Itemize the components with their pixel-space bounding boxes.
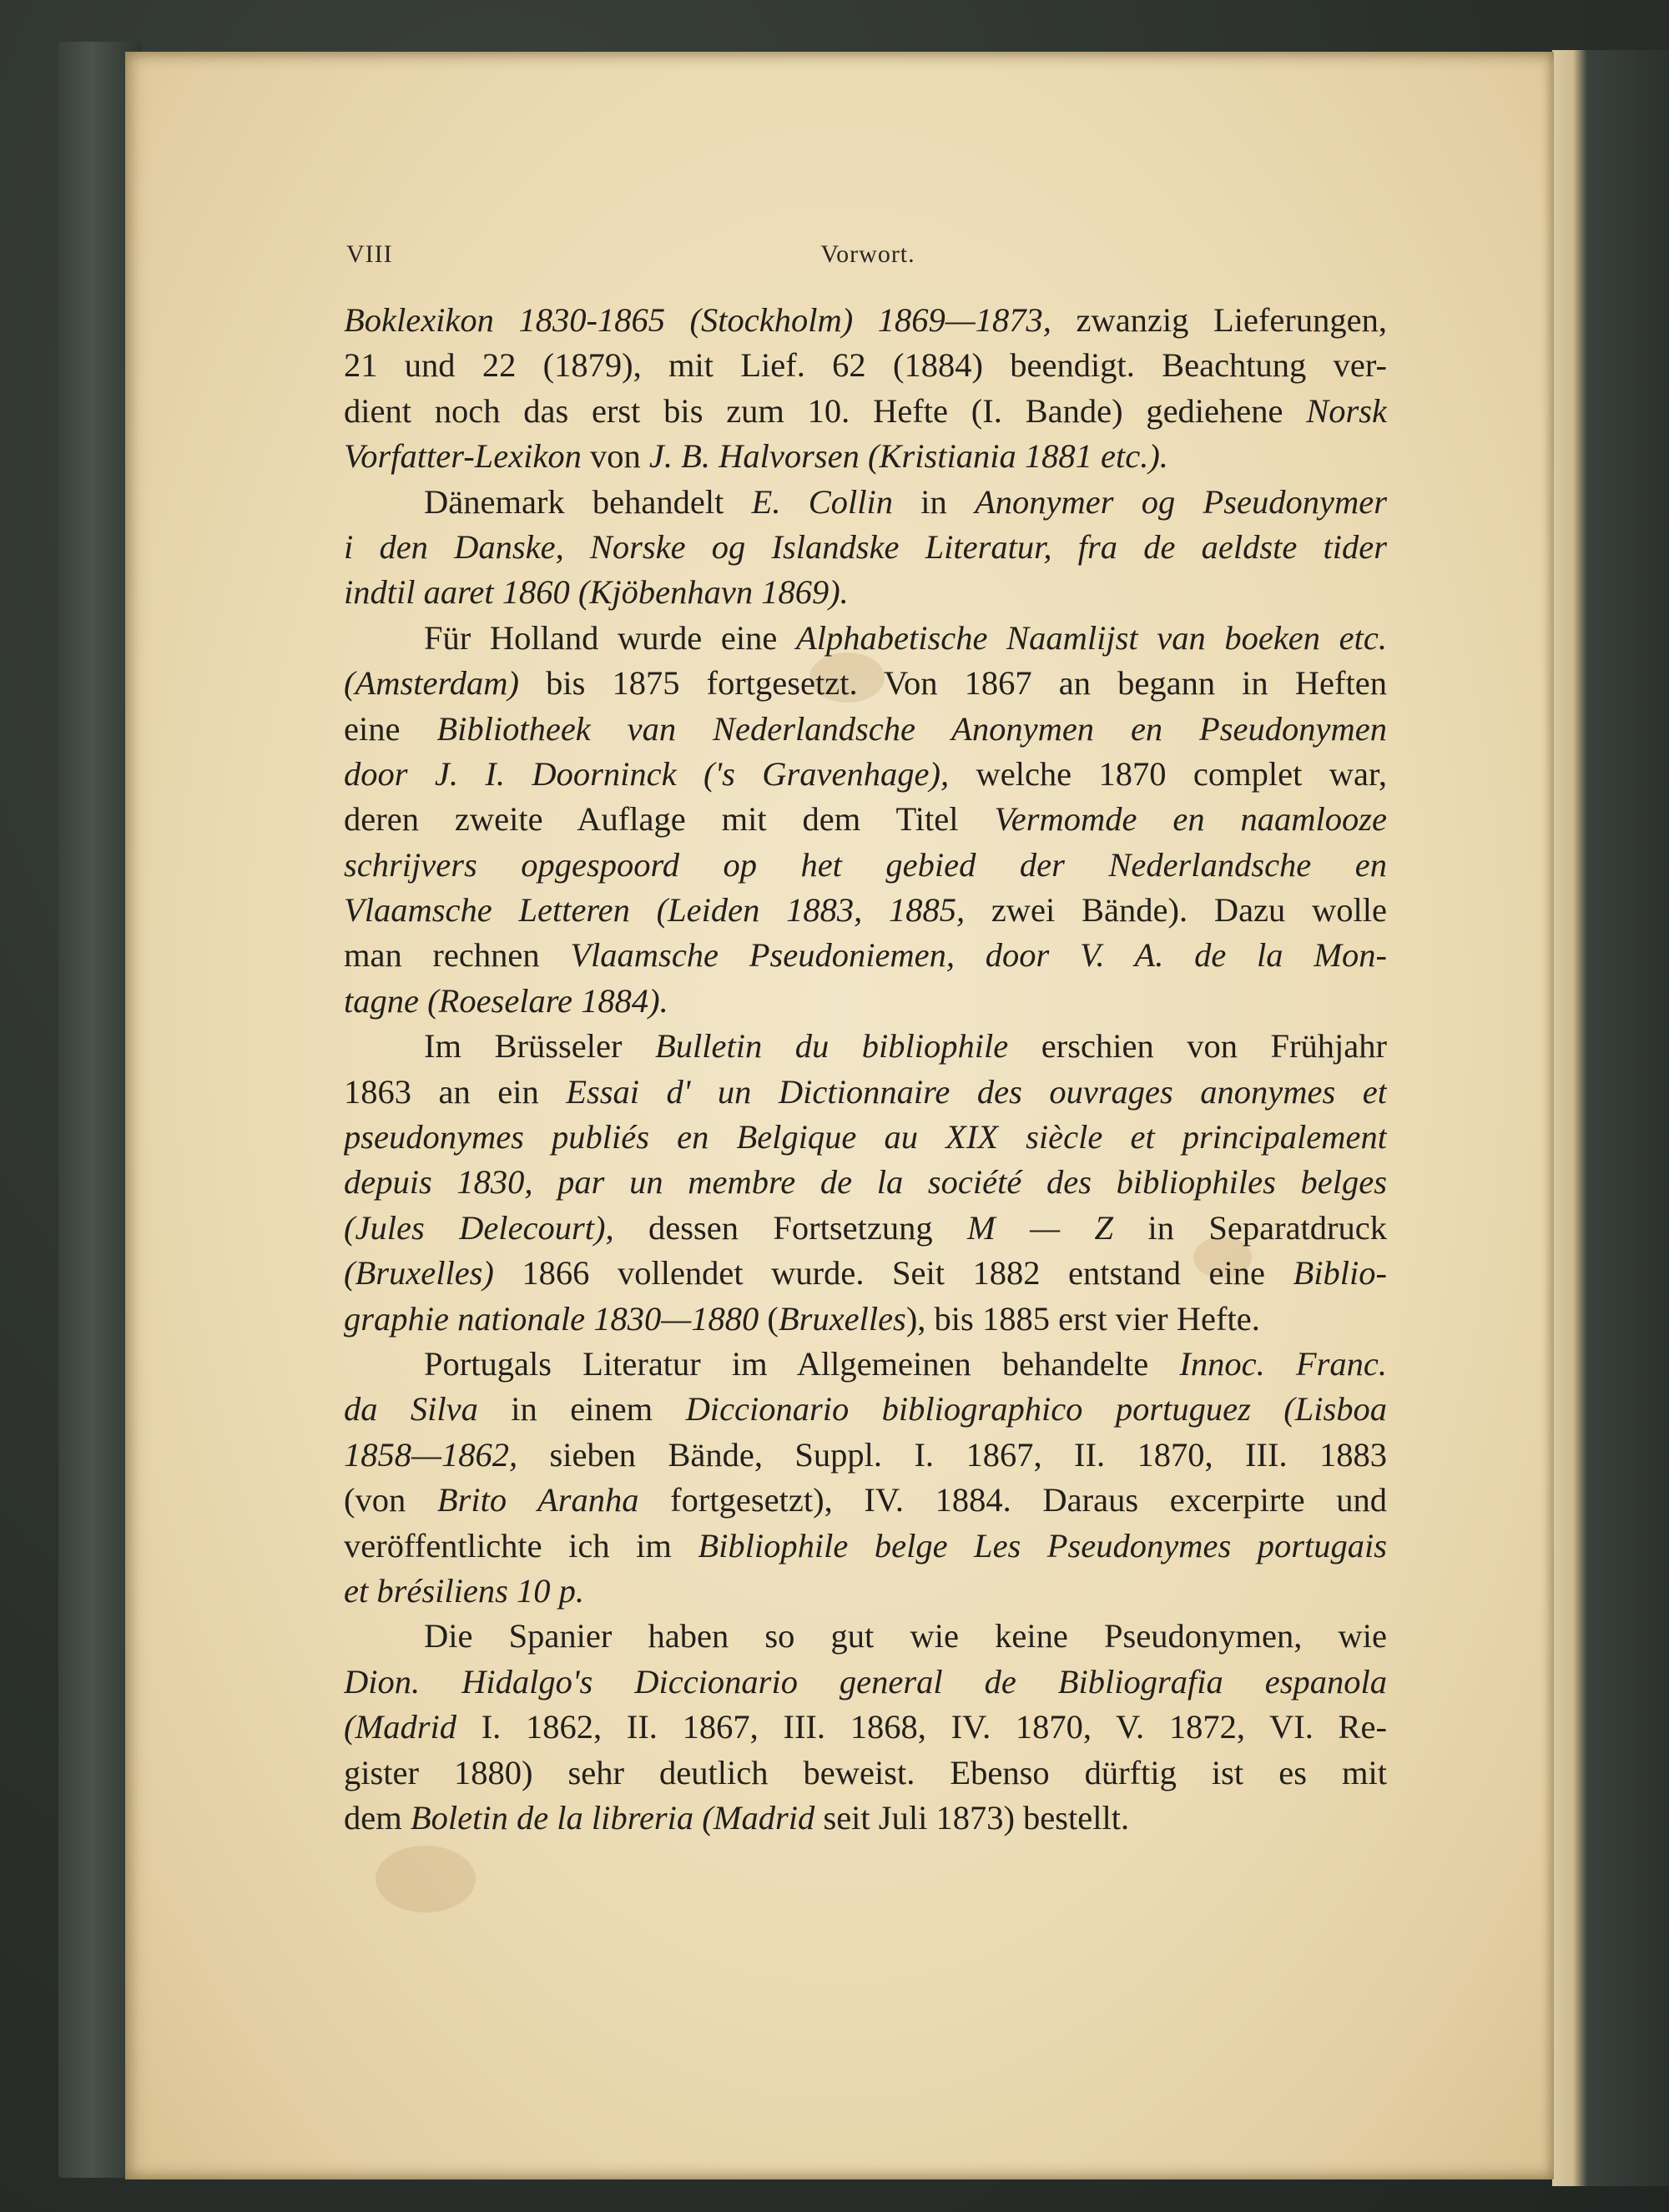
roman-run: in einem (477, 1390, 686, 1428)
text-line (344, 343, 1387, 388)
italic-run: tagne (Roeselare 1884). (344, 981, 668, 1020)
italic-run: et brésiliens 10 p. (344, 1571, 584, 1610)
paragraph (344, 480, 1387, 616)
roman-run: veröffentlichte ich im (344, 1526, 698, 1565)
italic-run: Dion. Hidalgo's Diccionario general de Bibliografia espanola (344, 1662, 1387, 1701)
roman-run: bis 1875 fortgesetzt. Von 1867 an begann in Heften (518, 664, 1387, 703)
paragraph (344, 1024, 1387, 1342)
roman-run: eine (344, 709, 437, 748)
italic-run: E. Collin (751, 482, 894, 521)
italic-run: i den Danske, Norske og Islandske Literatur, fra de aeldste tider (344, 527, 1387, 566)
text-line (344, 298, 1387, 343)
roman-run: in (893, 482, 976, 521)
text-line (344, 1206, 1387, 1251)
italic-run: Bibliotheek van Nederlandsche Anonymen en Pseudonymen (436, 709, 1387, 748)
text-line (344, 979, 1387, 1024)
text-line (344, 797, 1387, 842)
roman-run: zwanzig Lieferungen, (1051, 301, 1387, 339)
roman-run: sieben Bände, Suppl. I. 1867, II. 1870, III. 1883 (517, 1435, 1387, 1474)
foxing-stain (376, 1846, 476, 1912)
roman-run: Portugals Literatur im Allgemeinen behandelte (424, 1344, 1180, 1383)
italic-run: Vlaamsche Pseudoniemen, door V. A. de la Mon- (570, 936, 1387, 975)
roman-run: in Separatdruck (1113, 1208, 1387, 1247)
italic-run: door J. I. Doorninck ('s Gravenhage), (344, 754, 950, 793)
italic-run: Essai d' un Dictionnaire des ouvrages anonymes et (566, 1072, 1387, 1111)
roman-run: 1863 an ein (344, 1072, 567, 1111)
roman-run: erschien von Frühjahr (1008, 1027, 1387, 1066)
text-line (344, 1115, 1387, 1160)
roman-run: welche 1870 complet war, (949, 754, 1387, 793)
italic-run: 1858—1862, (344, 1435, 518, 1474)
italic-run: Bibliophile belge Les Pseudonymes portugais (698, 1526, 1387, 1565)
italic-run: (Amsterdam) (344, 664, 519, 703)
italic-run: (Jules Delecourt), (344, 1208, 614, 1247)
running-title: Vorwort. (820, 240, 915, 268)
text-line (344, 1433, 1387, 1478)
page-number: VIII (346, 240, 393, 268)
roman-run: Für Holland wurde eine (424, 618, 796, 657)
text-line (344, 661, 1387, 706)
text-line (344, 707, 1387, 752)
text-line (344, 752, 1387, 797)
italic-run: (Bruxelles) (344, 1254, 494, 1292)
italic-run: depuis 1830, par un membre de la société des bibliophiles belges (344, 1163, 1387, 1202)
italic-run: Alphabetische Naamlijst van boeken etc. (795, 618, 1387, 657)
roman-run: Dänemark behandelt (424, 482, 752, 521)
text-line (344, 1342, 1387, 1387)
roman-run: zwei Bände). Dazu wolle (965, 891, 1387, 930)
text-line (344, 1070, 1387, 1115)
text-line (344, 1160, 1387, 1205)
italic-run: pseudonymes publiés en Belgique au XIX siècle et principalement (344, 1118, 1387, 1156)
text-line (344, 933, 1387, 978)
italic-run: Innoc. Franc. (1179, 1344, 1387, 1383)
italic-run: Biblio- (1293, 1254, 1387, 1292)
text-line (344, 1524, 1387, 1569)
text-line (344, 480, 1387, 525)
roman-run: gister 1880) sehr deutlich beweist. Ebenso dürftig ist es mit (344, 1753, 1387, 1791)
italic-run: Vorfatter-Lexikon (344, 437, 582, 476)
italic-run: Boklexikon 1830-1865 (Stockholm) 1869—1873, (344, 301, 1051, 339)
roman-run: von (581, 437, 649, 476)
roman-run: 1866 vollendet wurde. Seit 1882 entstand eine (493, 1254, 1293, 1292)
text-line (344, 1751, 1387, 1796)
italic-run: (Madrid (344, 1708, 456, 1746)
italic-run: Bulletin du bibliophile (655, 1027, 1009, 1066)
roman-run: (von (344, 1481, 437, 1519)
text-line (344, 525, 1387, 570)
paragraph (344, 1342, 1387, 1614)
italic-run: Bruxelles (778, 1299, 906, 1338)
text-line (344, 843, 1387, 888)
italic-run: Brito Aranha (436, 1481, 639, 1519)
text-line (344, 1024, 1387, 1069)
italic-run: indtil aaret 1860 (Kjöbenhavn 1869). (344, 573, 849, 612)
roman-run: fortgesetzt), IV. 1884. Daraus excerpirte und (638, 1481, 1387, 1519)
text-line (344, 1387, 1387, 1432)
page-header (346, 240, 1389, 274)
italic-run: da Silva (344, 1390, 478, 1428)
text-line (344, 1251, 1387, 1296)
body-text (344, 298, 1387, 1841)
roman-run: Die Spanier haben so gut wie keine Pseudonymen, wie (424, 1617, 1387, 1655)
text-line (344, 1569, 1387, 1614)
text-line (344, 1660, 1387, 1705)
text-line (344, 616, 1387, 661)
paragraph (344, 1614, 1387, 1841)
roman-run: deren zweite Auflage mit dem Titel (344, 800, 995, 839)
roman-run: I. 1862, II. 1867, III. 1868, IV. 1870, V. 1872, VI. Re- (456, 1708, 1387, 1746)
text-line (344, 1478, 1387, 1523)
text-line (344, 570, 1387, 615)
text-line (344, 1614, 1387, 1659)
roman-run: man rechnen (344, 936, 571, 975)
text-line (344, 1297, 1387, 1342)
italic-run: Vlaamsche Letteren (Leiden 1883, 1885, (344, 891, 966, 930)
text-line (344, 1705, 1387, 1750)
roman-run: Im Brüsseler (424, 1027, 656, 1066)
italic-run: Diccionario bibliographico portuguez (Lisboa (685, 1390, 1387, 1428)
roman-run: ), bis 1885 erst vier Hefte. (905, 1299, 1260, 1338)
roman-run: 21 und 22 (1879), mit Lief. 62 (1884) beendigt. Beachtung ver- (344, 346, 1387, 385)
roman-run: dessen Fortsetzung (613, 1208, 968, 1247)
italic-run: Norsk (1306, 391, 1387, 430)
italic-run: graphie nationale 1830—1880 (344, 1299, 759, 1338)
italic-run: Boletin de la libreria (Madrid (410, 1798, 815, 1837)
italic-run: Anonymer og Pseudonymer (975, 482, 1387, 521)
italic-run: schrijvers opgespoord op het gebied der Nederlandsche en (344, 845, 1387, 884)
italic-run: M — Z (967, 1208, 1114, 1247)
roman-run: seit Juli 1873) bestellt. (814, 1798, 1130, 1837)
italic-run: J. B. Halvorsen (Kristiania 1881 etc.). (648, 437, 1168, 476)
text-line (344, 389, 1387, 434)
text-line (344, 888, 1387, 933)
roman-run: ( (759, 1299, 779, 1338)
roman-run: dem (344, 1798, 411, 1837)
text-line (344, 1796, 1387, 1841)
paragraph (344, 298, 1387, 480)
roman-run: dient noch das erst bis zum 10. Hefte (I. Bande) gediehene (344, 391, 1307, 430)
paragraph (344, 616, 1387, 1025)
text-line (344, 434, 1387, 479)
cover-edge-right (1552, 50, 1669, 2186)
italic-run: Vermomde en naamlooze (994, 800, 1387, 839)
